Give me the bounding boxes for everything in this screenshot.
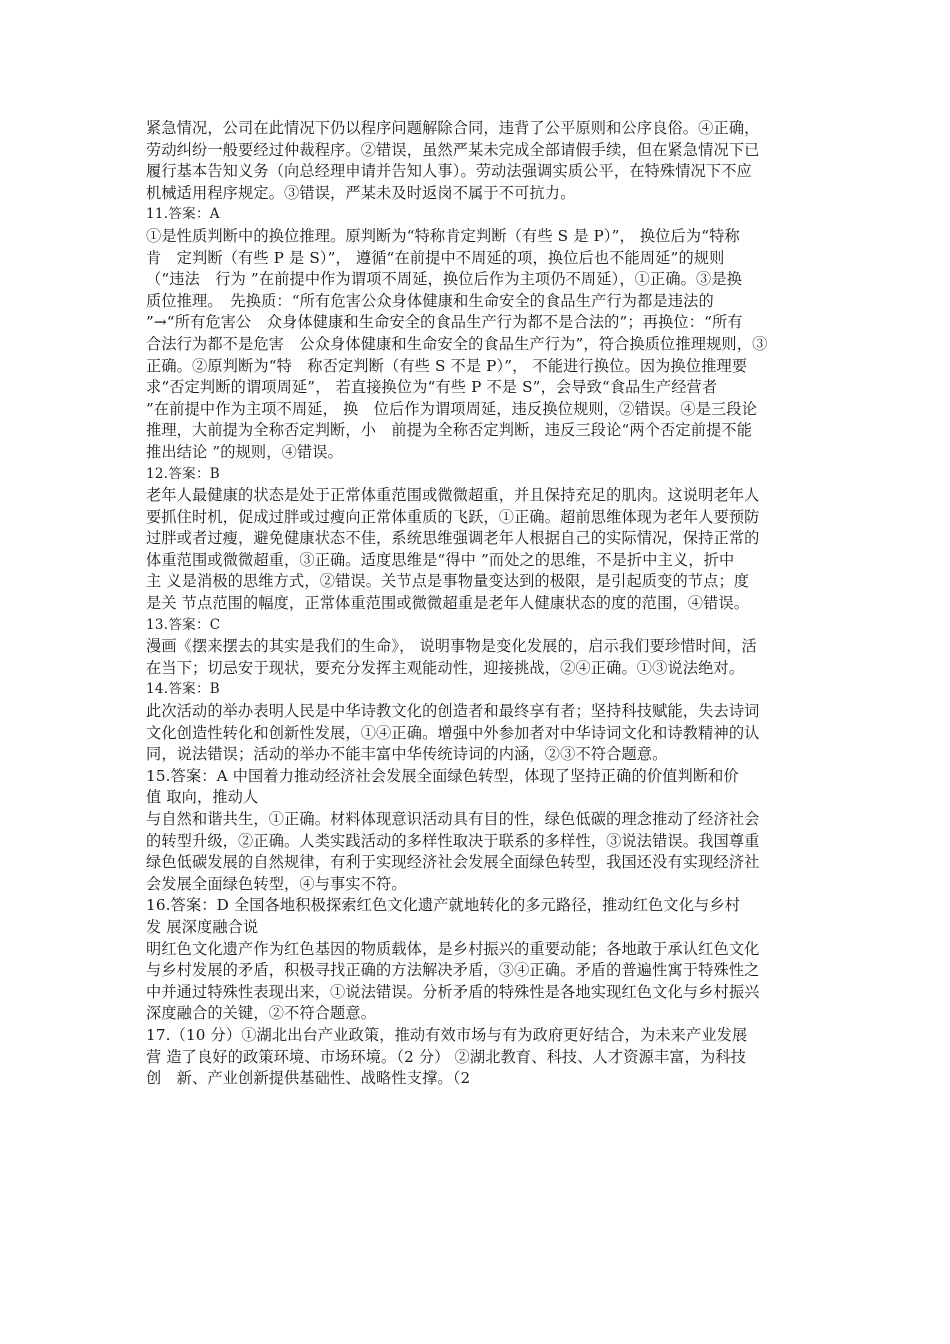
- text-line: 过胖或者过瘦，避免健康状态不佳，系统思维强调老年人根据自己的实际情况，保持正常的: [146, 529, 760, 548]
- text-line: 是关 节点范围的幅度，正常体重范围或微微超重是老年人健康状态的度的范围，④错误。: [146, 594, 750, 613]
- text-line: 正确。②原判断为“特 称否定判断（有些 S 不是 P）”， 不能进行换位。因为换位推理要: [146, 356, 748, 375]
- text-line: 会发展全面绿色转型，④与事实不符。: [146, 874, 407, 893]
- text-line: 体重范围或微微超重，③正确。适度思维是“得中 ”而处之的思维，不是折中主义，折中: [146, 550, 735, 569]
- text-line: 发 展深度融合说: [146, 917, 259, 936]
- document-body: [146, 118, 806, 1090]
- text-line: 绿色低碳发展的自然规律，有利于实现经济社会发展全面绿色转型，我国还没有实现经济社: [146, 853, 760, 872]
- text-line: ”在前提中作为主项不周延， 换 位后作为谓项周延，违反换位规则，②错误。④是三段论: [146, 399, 758, 418]
- text-line: 在当下；切忌安于现状，要充分发挥主观能动性，迎接挑战，②④正确。①③说法绝对。: [146, 658, 745, 677]
- text-line: 漫画《摆来摆去的其实是我们的生命》， 说明事物是变化发展的，启示我们要珍惜时间，活: [146, 637, 757, 656]
- text-line: 文化创造性转化和创新性发展，①④正确。增强中外参加者对中华诗词文化和诗教精神的认: [146, 723, 760, 742]
- text-line: 与自然和谐共生，①正确。材料体现意识活动具有目的性，绿色低碳的理念推动了经济社会: [146, 810, 760, 828]
- text-line: 求“否定判断的谓项周延”， 若直接换位为“有些 P 不是 S”，会导致“食品生产经营者: [146, 378, 718, 397]
- text-line: （“违法 行为 ”在前提中作为谓项不周延，换位后作为主项仍不周延），①正确。③是换: [146, 270, 743, 289]
- answer-heading-13: 13.答案：C: [146, 616, 221, 633]
- text-line: 中并通过特殊性表现出来，①说法错误。分析矛盾的特殊性是各地实现红色文化与乡村振兴: [146, 982, 760, 1001]
- text-line: 创 新、产业创新提供基础性、战略性支撑。（2: [146, 1069, 471, 1088]
- text-line: ①是性质判断中的换位推理。原判断为“特称肯定判断（有些 S 是 P）”， 换位后为“特称: [146, 226, 740, 245]
- text-line: 劳动纠纷一般要经过仲裁程序。②错误，虽然严某未完成全部请假手续，但在紧急情况下已: [146, 140, 760, 159]
- text-line: 与乡村发展的矛盾，积极寻找正确的方法解决矛盾，③④正确。矛盾的普遍性寓于特殊性之: [146, 961, 760, 980]
- text-line: 同，说法错误；活动的举办不能丰富中华传统诗词的内涵，②③不符合题意。: [146, 745, 668, 764]
- text-line: 紧急情况，公司在此情况下仍以程序问题解除合同，违背了公平原则和公序良俗。④正确，: [146, 119, 760, 137]
- text-line: 主 义是消极的思维方式，②错误。关节点是事物量变达到的极限，是引起质变的节点；度: [146, 572, 750, 591]
- text-line: 推理，大前提为全称否定判断，小 前提为全称否定判断，违反三段论“两个否定前提不能: [146, 421, 753, 440]
- text-line: 的转型升级，②正确。人类实践活动的多样性取决于联系的多样性，③说法错误。我国尊重: [146, 831, 760, 850]
- text-line: 履行基本告知义务（向总经理申请并告知人事）。劳动法强调实质公平，在特殊情况下不应: [146, 162, 752, 181]
- text-line: 肯 定判断（有些 P 是 S）”， 遵循“在前提中不周延的项，换位后也不能周延”的规则: [146, 248, 725, 267]
- text-line: 值 取向，推动人: [146, 788, 259, 807]
- text-line: ”→“所有危害公 众身体健康和生命安全的食品生产行为都不是合法的”；再换位：“所有: [146, 313, 743, 332]
- answer-heading-16: 16.答案：D 全国各地积极探索红色文化遗产就地转化的多元路径，推动红色文化与乡村: [146, 896, 741, 915]
- answer-heading-14: 14.答案：B: [146, 681, 220, 698]
- text-line: 深度融合的关键，②不符合题意。: [146, 1004, 377, 1023]
- answer-heading-17: 17.（10 分）①湖北出台产业政策，推动有效市场与有为政府更好结合，为未来产业发展: [146, 1025, 748, 1044]
- text-line: 营 造了良好的政策环境、市场环境。（2 分） ②湖北教育、科技、人才资源丰富，为科技: [146, 1047, 746, 1066]
- answer-heading-11: 11.答案：A: [146, 206, 220, 223]
- answer-heading-15: 15.答案：A 中国着力推动经济社会发展全面绿色转型，体现了坚持正确的价值判断和价: [146, 766, 739, 785]
- answer-heading-12: 12.答案：B: [146, 465, 220, 482]
- text-line: 要抓住时机，促成过胖或过瘦向正常体重质的飞跃，①正确。超前思维体现为老年人要预防: [146, 507, 760, 526]
- text-line: 老年人最健康的状态是处于正常体重范围或微微超重，并且保持充足的肌肉。这说明老年人: [146, 486, 760, 505]
- text-line: 质位推理。 先换质：“所有危害公众身体健康和生命安全的食品生产行为都是违法的: [146, 291, 714, 310]
- text-line: 合法行为都不是危害 公众身体健康和生命安全的食品生产行为”，符合换质位推理规则，③: [146, 334, 768, 353]
- text-line: 推出结论 ”的规则，④错误。: [146, 442, 343, 461]
- text-line: 机械适用程序规定。③错误，严某未及时返岗不属于不可抗力。: [146, 183, 576, 202]
- text-line: 明红色文化遗产作为红色基因的物质载体，是乡村振兴的重要动能；各地敢于承认红色文化: [146, 939, 760, 958]
- text-line: 此次活动的举办表明人民是中华诗教文化的创造者和最终享有者；坚持科技赋能，失去诗词: [146, 702, 760, 721]
